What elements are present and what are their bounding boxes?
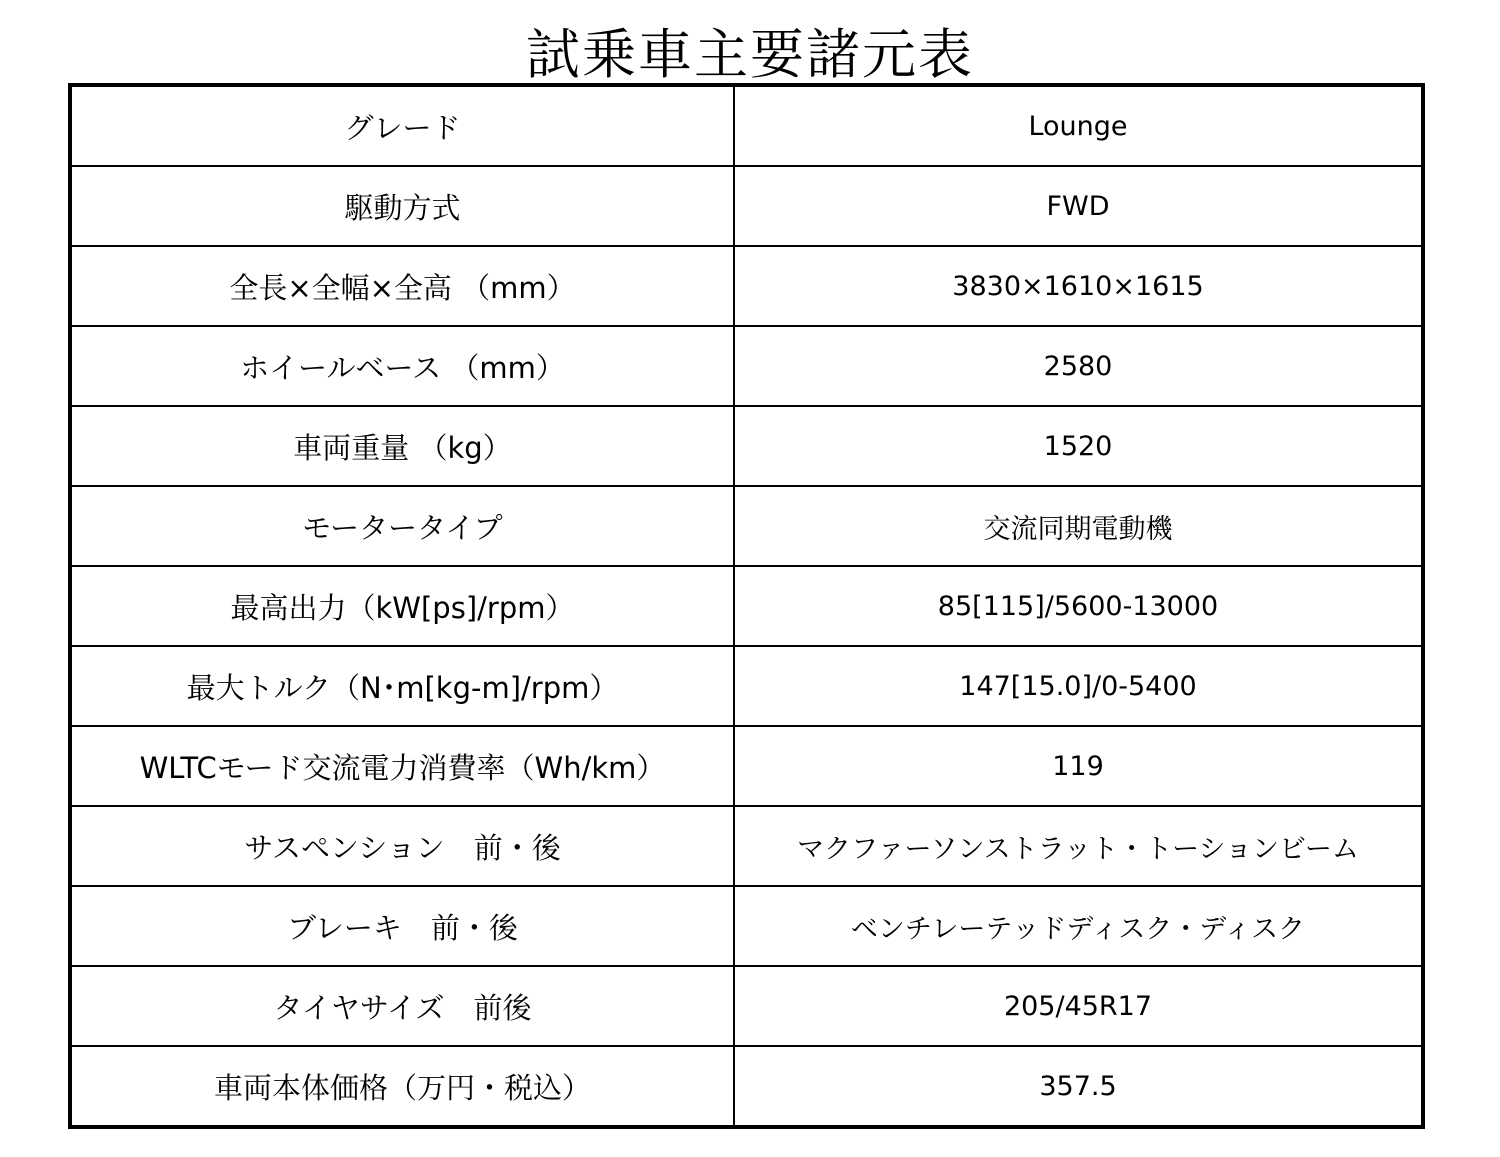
table-row bbox=[70, 406, 1423, 486]
table-row bbox=[70, 886, 1423, 966]
table-row bbox=[70, 166, 1423, 246]
table-row bbox=[70, 566, 1423, 646]
table-row bbox=[70, 646, 1423, 726]
spec-value: 147[15.0]/0-5400 bbox=[734, 646, 1423, 726]
spec-label: 全長×全幅×全高 （mm） bbox=[70, 246, 734, 326]
spec-label: 最高出力（kW[ps]/rpm） bbox=[70, 566, 734, 646]
spec-label: 最大トルク（N･m[kg-m]/rpm） bbox=[70, 646, 734, 726]
spec-label: ホイールベース （mm） bbox=[70, 326, 734, 406]
table-row bbox=[70, 1046, 1423, 1127]
spec-label: 駆動方式 bbox=[70, 166, 734, 246]
table-row bbox=[70, 326, 1423, 406]
table-row bbox=[70, 726, 1423, 806]
table-row bbox=[70, 806, 1423, 886]
spec-label: WLTCモード交流電力消費率（Wh/km） bbox=[70, 726, 734, 806]
spec-value: 2580 bbox=[734, 326, 1423, 406]
spec-label: グレード bbox=[70, 85, 734, 166]
table-row bbox=[70, 486, 1423, 566]
spec-value: 85[115]/5600-13000 bbox=[734, 566, 1423, 646]
spec-label: 車両重量 （kg） bbox=[70, 406, 734, 486]
spec-label: モータータイプ bbox=[70, 486, 734, 566]
spec-value: ベンチレーテッドディスク・ディスク bbox=[734, 886, 1423, 966]
spec-value: 119 bbox=[734, 726, 1423, 806]
spec-value: 3830×1610×1615 bbox=[734, 246, 1423, 326]
spec-value: Lounge bbox=[734, 85, 1423, 166]
spec-value: 1520 bbox=[734, 406, 1423, 486]
spec-value: FWD bbox=[734, 166, 1423, 246]
spec-label: 車両本体価格（万円・税込） bbox=[70, 1046, 734, 1127]
spec-value: 交流同期電動機 bbox=[734, 486, 1423, 566]
page-title: 試乗車主要諸元表 bbox=[526, 23, 974, 86]
spec-label: タイヤサイズ 前後 bbox=[70, 966, 734, 1046]
spec-label: ブレーキ 前・後 bbox=[70, 886, 734, 966]
spec-label: サスペンション 前・後 bbox=[70, 806, 734, 886]
spec-table bbox=[68, 83, 1425, 1129]
table-row bbox=[70, 966, 1423, 1046]
table-row bbox=[70, 85, 1423, 166]
spec-value: 205/45R17 bbox=[734, 966, 1423, 1046]
table-row bbox=[70, 246, 1423, 326]
spec-value: マクファーソンストラット・トーションビーム bbox=[734, 806, 1423, 886]
spec-value: 357.5 bbox=[734, 1046, 1423, 1127]
